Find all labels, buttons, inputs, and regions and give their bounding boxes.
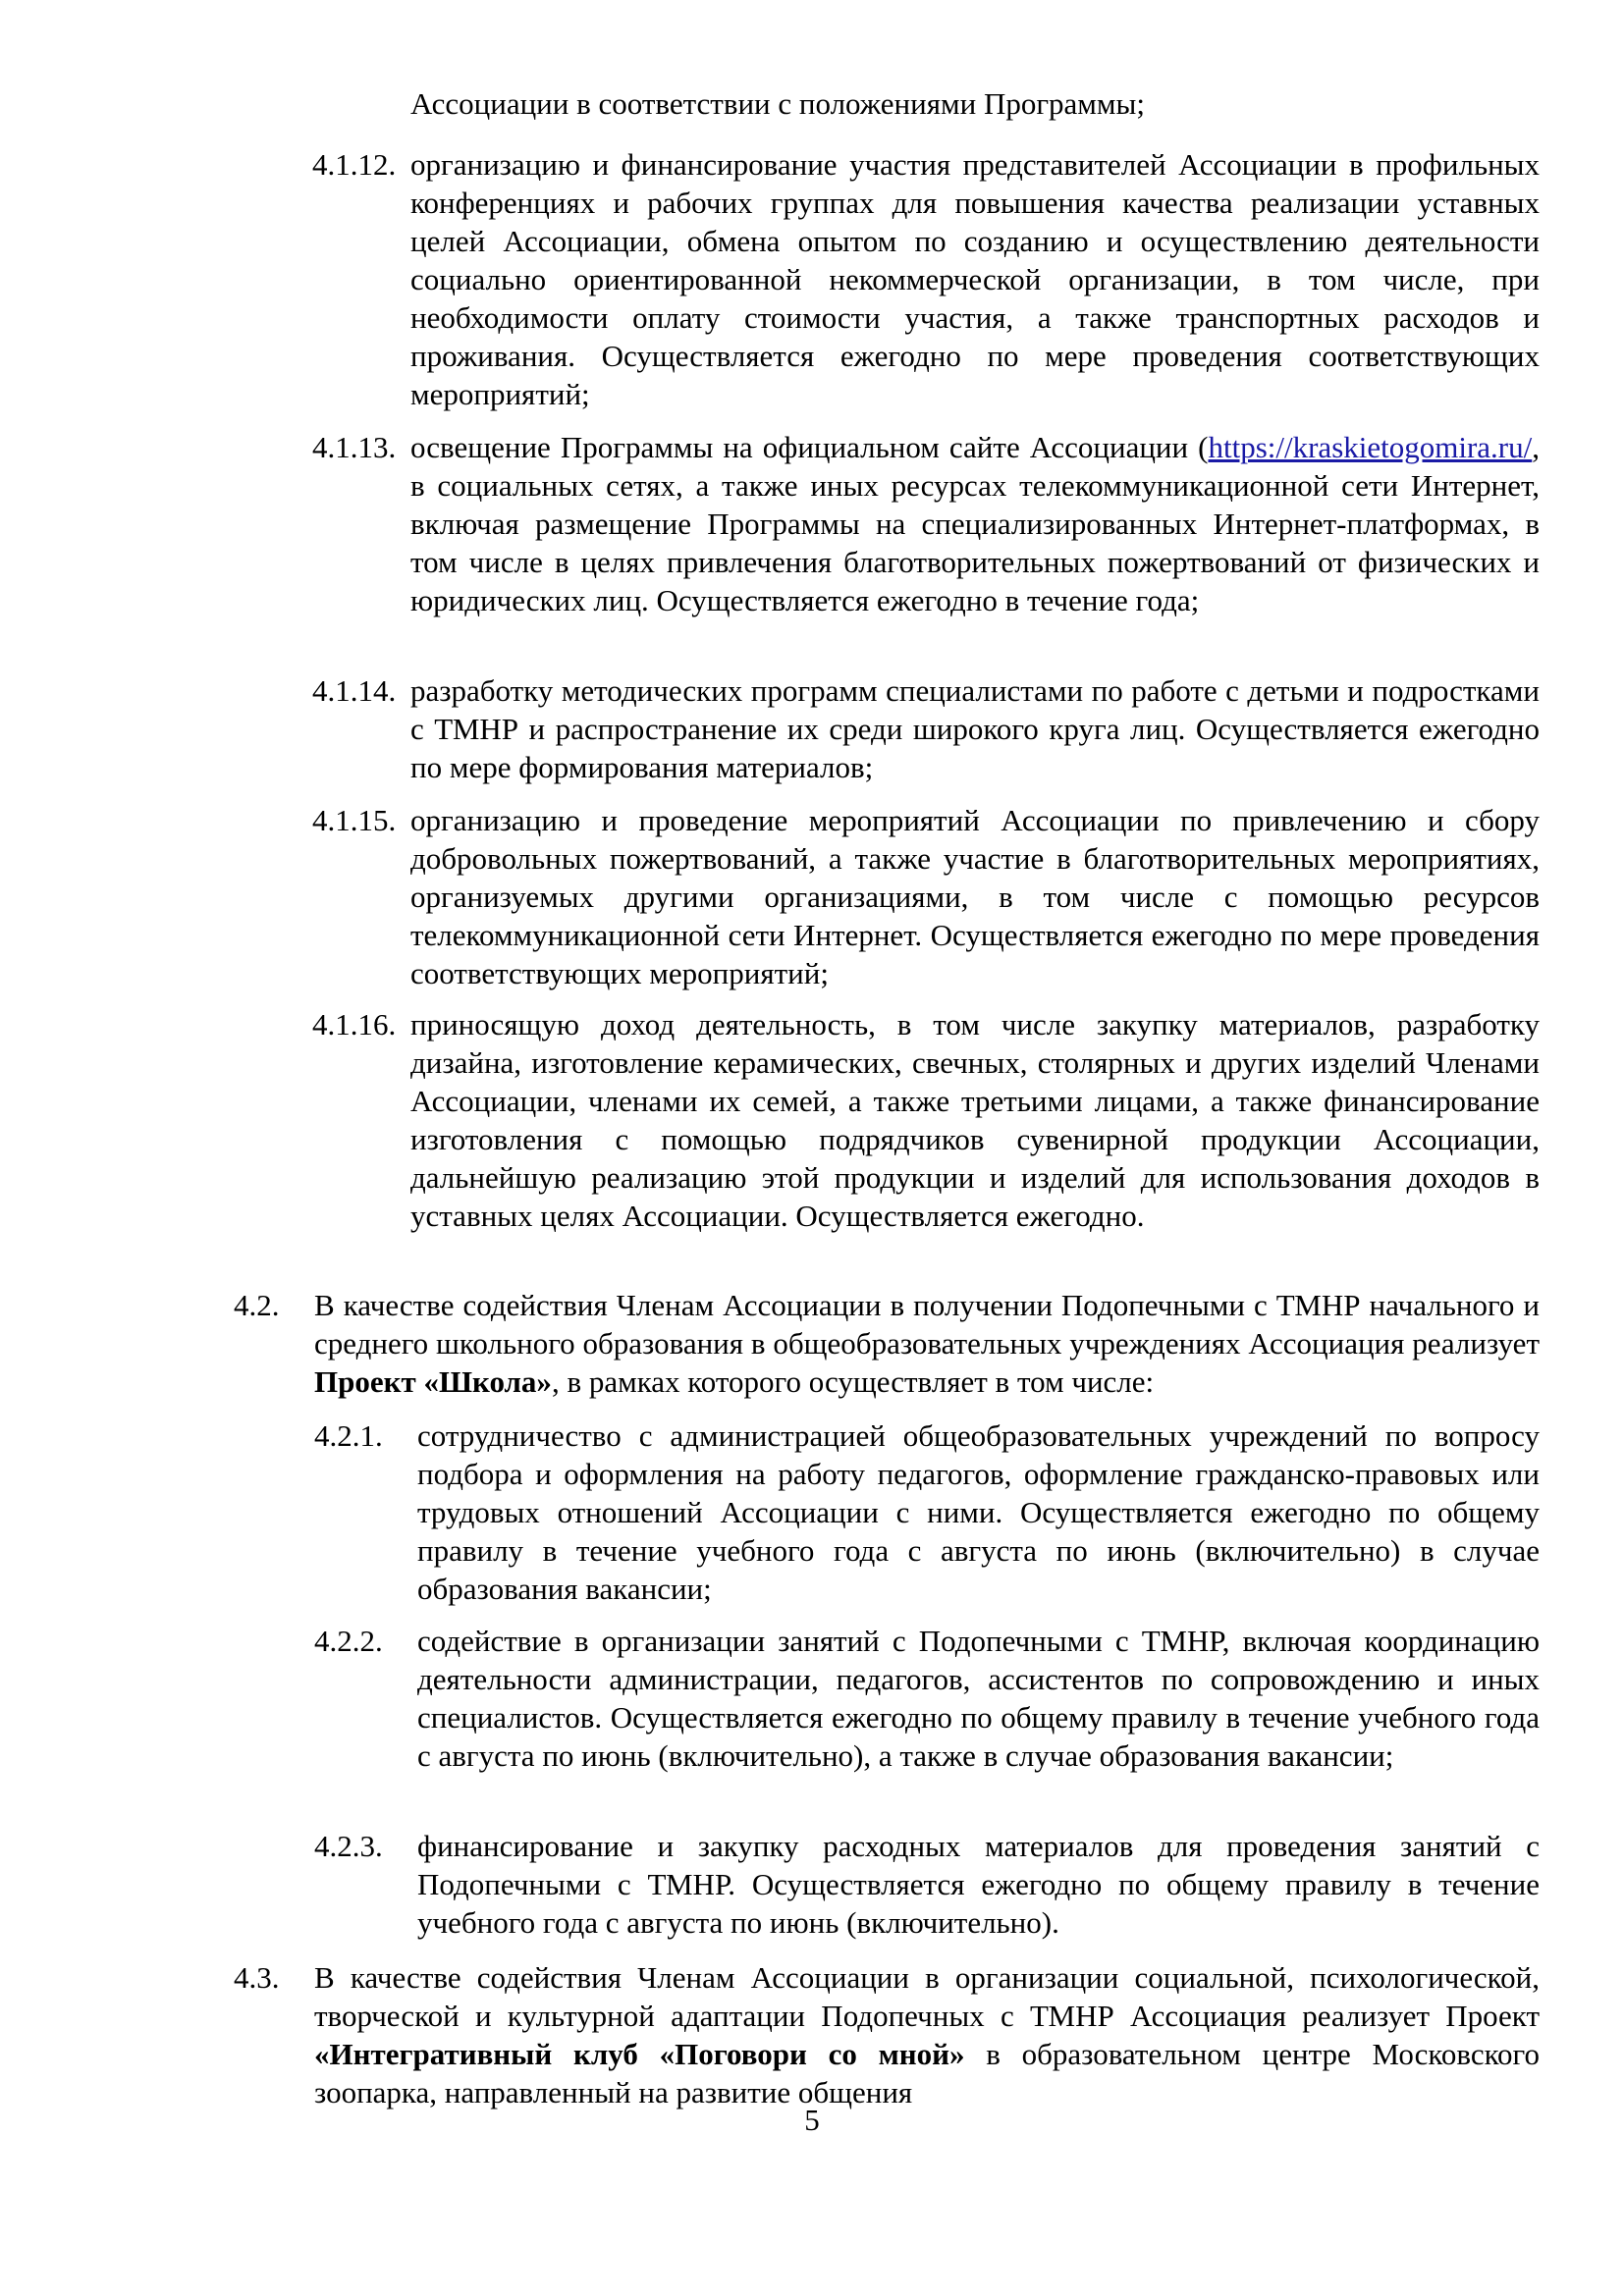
clause-4-2 <box>234 1286 1540 1401</box>
clause-number: 4.2.1. <box>314 1418 383 1453</box>
page-number: 5 <box>804 2103 820 2137</box>
clause-text-part: В качестве содействия Членам Ассоциации в получении Подопечными с ТМНР начального и среднего школьного образования в общеобразовательных учреждениях Ассоциация реализует <box>314 1288 1540 1361</box>
website-link[interactable]: https://kraskietogomira.ru/ <box>1208 430 1533 464</box>
clause-number: 4.2.3. <box>314 1829 383 1863</box>
clause-number: 4.2. <box>234 1288 280 1322</box>
clause-4-1-15 <box>312 801 1540 992</box>
clause-text-part: в образовательном центре Московского зоопарка, направленный на развитие общения <box>314 2037 1541 2109</box>
clause-number: 4.1.13. <box>312 430 397 464</box>
clause-number: 4.2.2. <box>314 1624 383 1658</box>
clause-4-3 <box>234 1958 1541 2111</box>
clause-text-part: освещение Программы на официальном сайте Ассоциации ( <box>410 430 1209 464</box>
clause-4-1-13 <box>312 428 1540 619</box>
clause-4-1-12 <box>312 145 1540 413</box>
clause-number: 4.1.14. <box>312 673 397 708</box>
clause-text: приносящую доход деятельность, в том числе закупку материалов, разработку дизайна, изготовление керамических, свечных, столярных и других изделий Членами Ассоциации, членами их семей, а также третьими лицами, а также финансирование изготовления с помощью подрядчиков сувенирной продукции Ассоциации, дальнейшую реализацию этой продукции и изделий для использования доходов в уставных целях Ассоциации. Осуществляется ежегодно. <box>410 1007 1540 1233</box>
clause-text-part: В качестве содействия Членам Ассоциации в организации социальной, психологической, творческой и культурной адаптации Подопечных с ТМНР Ассоциация реализует Проект <box>314 1960 1540 2033</box>
clause-4-1-16 <box>312 1005 1540 1235</box>
clause-4-2-2 <box>314 1622 1540 1775</box>
clause-4-2-3 <box>314 1827 1540 1942</box>
clause-number: 4.1.16. <box>312 1007 397 1041</box>
project-name: «Интегративный клуб «Поговори со мной» <box>314 2037 965 2071</box>
clause-text <box>410 428 1540 619</box>
clause-4-1-14 <box>312 671 1540 786</box>
clause-text: содействие в организации занятий с Подопечными с ТМНР, включая координацию деятельности администрации, педагогов, ассистентов по сопровождению и иных специалистов. Осуществляется ежегодно по общему правилу в течение учебного года с августа по июнь (включительно), а также в случае образования вакансии; <box>417 1624 1540 1773</box>
clause-text <box>314 1958 1540 2111</box>
clause-number: 4.1.12. <box>312 147 397 182</box>
clause-text: организацию и финансирование участия представителей Ассоциации в профильных конференциях и рабочих группах для повышения качества реализации уставных целей Ассоциации, обмена опытом по созданию и осуществлению деятельности социально ориентированной некоммерческой организации, в том числе, при необходимости оплату стоимости участия, а также транспортных расходов и проживания. Осуществляется ежегодно по мере проведения соответствующих мероприятий; <box>410 147 1540 411</box>
clause-number: 4.3. <box>234 1960 280 1995</box>
continuation-text: Ассоциации в соответствии с положениями Программы; <box>410 86 1145 121</box>
clause-text: разработку методических программ специалистами по работе с детьми и подростками с ТМНР и распространение их среди широкого круга лиц. Осуществляется ежегодно по мере формирования материалов; <box>410 673 1540 784</box>
clause-4-2-1 <box>314 1416 1540 1608</box>
clause-text <box>314 1286 1540 1401</box>
clause-text: сотрудничество с администрацией общеобразовательных учреждений по вопросу подбора и оформления на работу педагогов, оформление гражданско-правовых или трудовых отношений Ассоциации с ними. Осуществляется ежегодно по общему правилу в течение учебного года с августа по июнь (включительно) в случае образования вакансии; <box>417 1418 1540 1606</box>
clause-text-part: , в социальных сетях, а также иных ресурсах телекоммуникационной сети Интернет, включая размещение Программы на специализированных Интернет-платформах, в том числе в целях привлечения благотворительных пожертвований от физических и юридических лиц. Осуществляется ежегодно в течение года; <box>410 430 1540 617</box>
clause-text: организацию и проведение мероприятий Ассоциации по привлечению и сбору добровольных пожертвований, а также участие в благотворительных мероприятиях, организуемых другими организациями, в том числе с помощью ресурсов телекоммуникационной сети Интернет. Осуществляется ежегодно по мере проведения соответствующих мероприятий; <box>410 803 1540 990</box>
clause-text: финансирование и закупку расходных материалов для проведения занятий с Подопечными с ТМНР. Осуществляется ежегодно по общему правилу в течение учебного года с августа по июнь (включительно). <box>417 1829 1540 1940</box>
clause-text-part: , в рамках которого осуществляет в том числе: <box>551 1364 1155 1399</box>
clause-number: 4.1.15. <box>312 803 397 837</box>
project-name: Проект «Школа» <box>314 1364 552 1399</box>
